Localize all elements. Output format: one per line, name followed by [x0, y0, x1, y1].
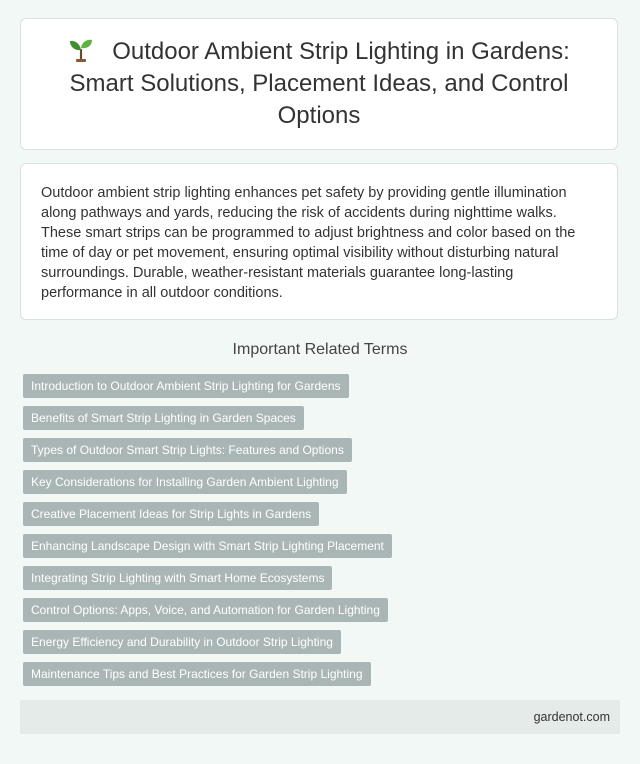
related-term-tag[interactable]: Maintenance Tips and Best Practices for Garden Strip Lighting [23, 662, 371, 686]
related-term-tag[interactable]: Key Considerations for Installing Garden Ambient Lighting [23, 470, 347, 494]
page-title-text: Outdoor Ambient Strip Lighting in Gardens: Smart Solutions, Placement Ideas, and Control Options [69, 38, 570, 129]
related-term-tag[interactable]: Integrating Strip Lighting with Smart Home Ecosystems [23, 566, 332, 590]
footer [20, 700, 620, 734]
sprout-icon [68, 37, 94, 63]
related-term-tag[interactable]: Energy Efficiency and Durability in Outdoor Strip Lighting [23, 630, 341, 654]
related-term-tag[interactable]: Types of Outdoor Smart Strip Lights: Features and Options [23, 438, 352, 462]
description-text: Outdoor ambient strip lighting enhances pet safety by providing gentle illumination along pathways and yards, reducing the risk of accidents during nighttime walks. These smart strips can be programmed to adjust brightness and color based on the time of day or pet movement, ensuring optimal visibility without disturbing natural surroundings. Durable, weather-resistant materials guarantee long-lasting performance in all outdoor conditions. [41, 185, 576, 301]
page-title [51, 36, 587, 132]
related-terms-list [23, 374, 392, 694]
related-term-tag[interactable]: Creative Placement Ideas for Strip Lights in Gardens [23, 502, 319, 526]
related-term-tag[interactable]: Introduction to Outdoor Ambient Strip Lighting for Gardens [23, 374, 349, 398]
related-terms-heading: Important Related Terms [232, 341, 408, 358]
footer-site-link[interactable]: gardenot.com [533, 710, 610, 724]
related-term-tag[interactable]: Enhancing Landscape Design with Smart Strip Lighting Placement [23, 534, 392, 558]
description-card [20, 163, 618, 320]
related-term-tag[interactable]: Benefits of Smart Strip Lighting in Garden Spaces [23, 406, 304, 430]
title-card [20, 18, 618, 150]
related-term-tag[interactable]: Control Options: Apps, Voice, and Automation for Garden Lighting [23, 598, 388, 622]
